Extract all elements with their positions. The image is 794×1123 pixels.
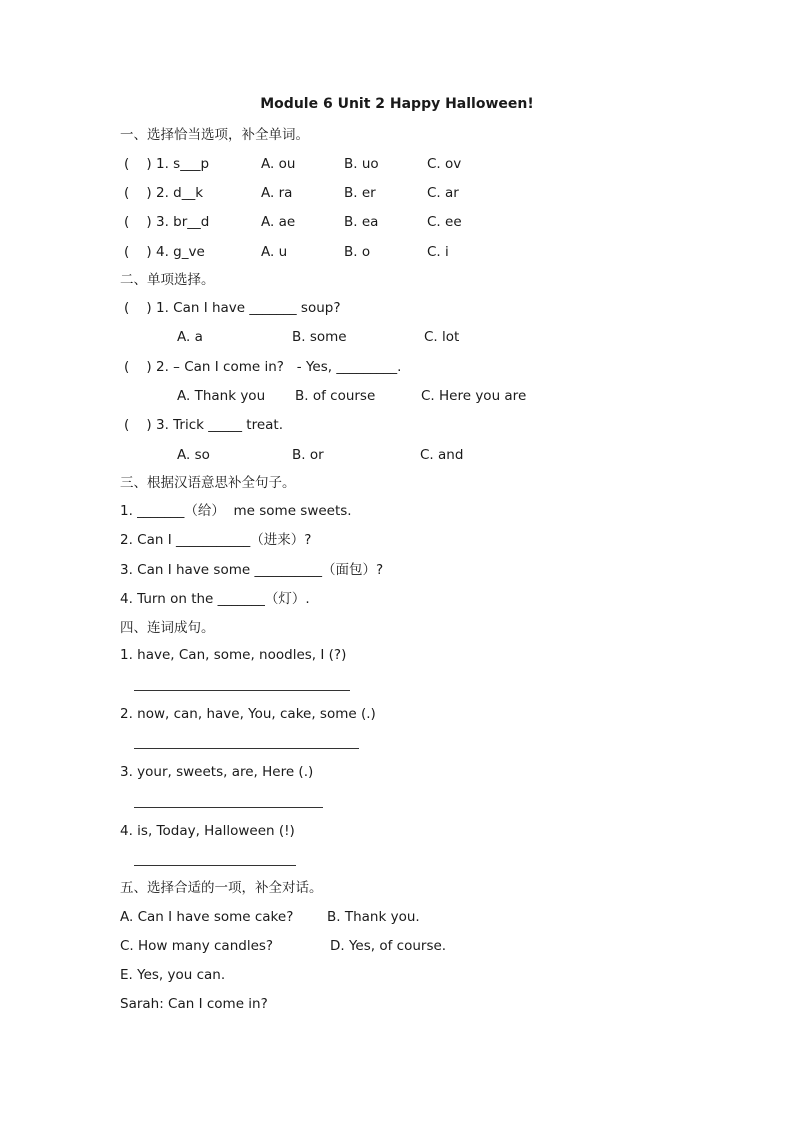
- s1-q4-stem: ( ) 4. g_ve: [124, 244, 205, 260]
- s3-sentence-4: 4. Turn on the _______（灯）.: [120, 591, 310, 607]
- s1-q1-option-c: C. ov: [427, 156, 462, 172]
- s1-q1-stem: ( ) 1. s___p: [124, 156, 210, 172]
- s3-sentence-1: 1. _______（给） me some sweets.: [120, 503, 352, 519]
- section-4-heading: 四、连词成句。: [120, 620, 215, 636]
- s1-q3-option-a: A. ae: [261, 214, 296, 230]
- s4-prompt-1: 1. have, Can, some, noodles, I (?): [120, 647, 347, 663]
- section-1-heading: 一、选择恰当选项，补全单词。: [120, 127, 309, 143]
- s2-q3-option-c: C. and: [420, 447, 464, 463]
- s1-q3-option-b: B. ea: [344, 214, 379, 230]
- s2-q2-option-c: C. Here you are: [421, 388, 527, 404]
- worksheet-title: Module 6 Unit 2 Happy Halloween!: [260, 96, 534, 112]
- s1-q3-option-c: C. ee: [427, 214, 462, 230]
- s2-q1-option-a: A. a: [177, 329, 203, 345]
- s5-option-c: C. How many candles?: [120, 938, 274, 954]
- s1-q4-option-b: B. o: [344, 244, 371, 260]
- s4-answer-line-4: [134, 865, 296, 866]
- s5-option-e: E. Yes, you can.: [120, 967, 226, 983]
- s4-answer-line-2: [134, 748, 359, 749]
- s3-sentence-2: 2. Can I ___________（进来）?: [120, 532, 312, 548]
- s5-option-d: D. Yes, of course.: [330, 938, 447, 954]
- section-3-heading: 三、根据汉语意思补全句子。: [120, 475, 296, 491]
- s1-q2-stem: ( ) 2. d__k: [124, 185, 204, 201]
- s1-q1-option-a: A. ou: [261, 156, 296, 172]
- s4-prompt-2: 2. now, can, have, You, cake, some (.): [120, 706, 376, 722]
- s1-q2-option-b: B. er: [344, 185, 376, 201]
- s5-option-a: A. Can I have some cake?: [120, 909, 294, 925]
- s5-option-b: B. Thank you.: [327, 909, 420, 925]
- s1-q3-stem: ( ) 3. br__d: [124, 214, 210, 230]
- s1-q2-option-c: C. ar: [427, 185, 459, 201]
- s2-q1-stem: ( ) 1. Can I have _______ soup?: [124, 300, 341, 316]
- s2-q3-option-b: B. or: [292, 447, 324, 463]
- s1-q4-option-a: A. u: [261, 244, 288, 260]
- s4-prompt-3: 3. your, sweets, are, Here (.): [120, 764, 314, 780]
- s4-prompt-4: 4. is, Today, Halloween (!): [120, 823, 295, 839]
- s3-sentence-3: 3. Can I have some __________（面包）?: [120, 562, 384, 578]
- s2-q2-option-b: B. of course: [295, 388, 376, 404]
- s2-q1-option-c: C. lot: [424, 329, 460, 345]
- s1-q1-option-b: B. uo: [344, 156, 379, 172]
- s2-q2-stem: ( ) 2. – Can I come in? - Yes, _________.: [124, 359, 402, 375]
- s2-q3-stem: ( ) 3. Trick _____ treat.: [124, 417, 284, 433]
- s2-q1-option-b: B. some: [292, 329, 347, 345]
- s1-q2-option-a: A. ra: [261, 185, 293, 201]
- s2-q3-option-a: A. so: [177, 447, 210, 463]
- s2-q2-option-a: A. Thank you: [177, 388, 266, 404]
- s4-answer-line-1: [134, 690, 350, 691]
- s4-answer-line-3: [134, 807, 323, 808]
- s5-dialogue-line-1: Sarah: Can I come in?: [120, 996, 268, 1012]
- s1-q4-option-c: C. i: [427, 244, 449, 260]
- section-2-heading: 二、单项选择。: [120, 272, 215, 288]
- section-5-heading: 五、选择合适的一项，补全对话。: [120, 880, 323, 896]
